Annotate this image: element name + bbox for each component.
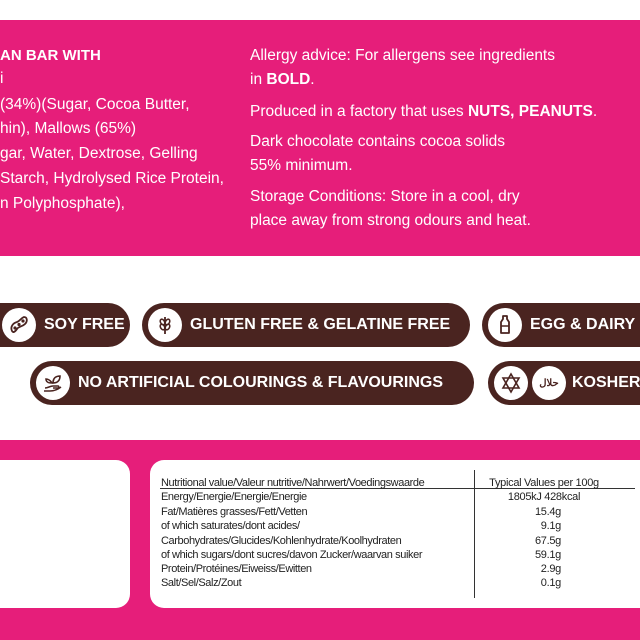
allergy-line-1: Allergy advice: For allergens see ingredients <box>250 47 555 64</box>
badge-egg-dairy <box>482 303 640 347</box>
allergy-advice <box>250 44 555 92</box>
storage-line-1: Storage Conditions: Store in a cool, dry <box>250 188 520 205</box>
nutrition-row-value: 9.1g <box>540 520 561 532</box>
badge-no-artificial <box>30 361 474 405</box>
factory-notice <box>250 100 597 124</box>
table-divider <box>474 470 475 598</box>
dark-line-2: 55% minimum. <box>250 157 353 174</box>
star-of-david-icon <box>494 366 528 400</box>
dark-line-1: Dark chocolate contains cocoa solids <box>250 133 506 150</box>
nutrition-row-label: of which saturates/dont acides/ <box>161 520 300 532</box>
nutrition-row-value: 59.1g <box>534 549 561 561</box>
factory-bold: NUTS, PEANUTS <box>467 103 593 120</box>
nutrition-row-label: of which sugars/dont sucres/davon Zucker/waarvan suiker <box>161 549 423 561</box>
nutrition-row-value: 67.5g <box>534 535 561 547</box>
nutrition-row-value: 2.9g <box>540 563 561 575</box>
nutrition-row-value: 0.1g <box>540 577 561 589</box>
ingredients-title <box>0 47 101 64</box>
ingredients-title-text: AN BAR WITH <box>0 47 101 64</box>
leaf-hand-icon <box>36 366 70 400</box>
storage-line-2: place away from strong odours and heat. <box>250 212 531 229</box>
nutrition-header-value: Typical Values per 100g <box>489 477 599 489</box>
ingredients-line: (34%)(Sugar, Cocoa Butter, <box>0 96 190 113</box>
halal-text: حلال <box>539 377 559 389</box>
nutrition-row-value: 15.4g <box>534 506 561 518</box>
badge-label: NO ARTIFICIAL COLOURINGS & FLAVOURINGS <box>78 374 444 391</box>
ingredients-line: n Polyphosphate), <box>0 195 125 212</box>
factory-text: Produced in a factory that uses <box>250 103 468 120</box>
allergy-in: in <box>250 71 267 88</box>
milk-bottle-icon <box>488 308 522 342</box>
badge-label: SOY FREE <box>44 316 125 333</box>
allergy-line-2 <box>250 68 555 92</box>
factory-end: . <box>592 103 598 120</box>
nutrition-header-label: Nutritional value/Valeur nutritive/Nahrwert/Voedingswaarde <box>161 477 425 489</box>
badge-kosher-halal <box>488 361 640 405</box>
badge-label: KOSHER <box>572 374 640 391</box>
left-white-box <box>0 460 130 608</box>
storage-conditions <box>250 185 531 233</box>
nutrition-row-label: Salt/Sel/Salz/Zout <box>161 577 242 589</box>
ingredients-line: Starch, Hydrolysed Rice Protein, <box>0 170 224 187</box>
allergy-end: . <box>310 71 315 88</box>
badge-gluten-free <box>142 303 470 347</box>
ingredients-title-sub: i <box>0 70 4 87</box>
allergy-bold: BOLD <box>266 71 311 88</box>
nutrition-row-label: Fat/Matières grasses/Fett/Vetten <box>161 506 308 518</box>
badge-soy-free <box>0 303 130 347</box>
halal-icon <box>532 366 566 400</box>
dark-chocolate-note <box>250 130 505 178</box>
soy-icon <box>2 308 36 342</box>
ingredients-line: gar, Water, Dextrose, Gelling <box>0 145 198 162</box>
badge-label: GLUTEN FREE & GELATINE FREE <box>190 316 451 333</box>
ingredients-line: hin), Mallows (65%) <box>0 120 137 137</box>
badge-label: EGG & DAIRY <box>530 316 636 333</box>
nutrition-row-value: 1805kJ 428kcal <box>507 491 581 503</box>
wheat-icon <box>148 308 182 342</box>
nutrition-row-label: Carbohydrates/Glucides/Kohlenhydrate/Koolhydraten <box>161 535 402 547</box>
nutrition-row-label: Protein/Protéines/Eiweiss/Ewitten <box>161 563 312 575</box>
nutrition-row-label: Energy/Energie/Energie/Energie <box>161 491 307 503</box>
